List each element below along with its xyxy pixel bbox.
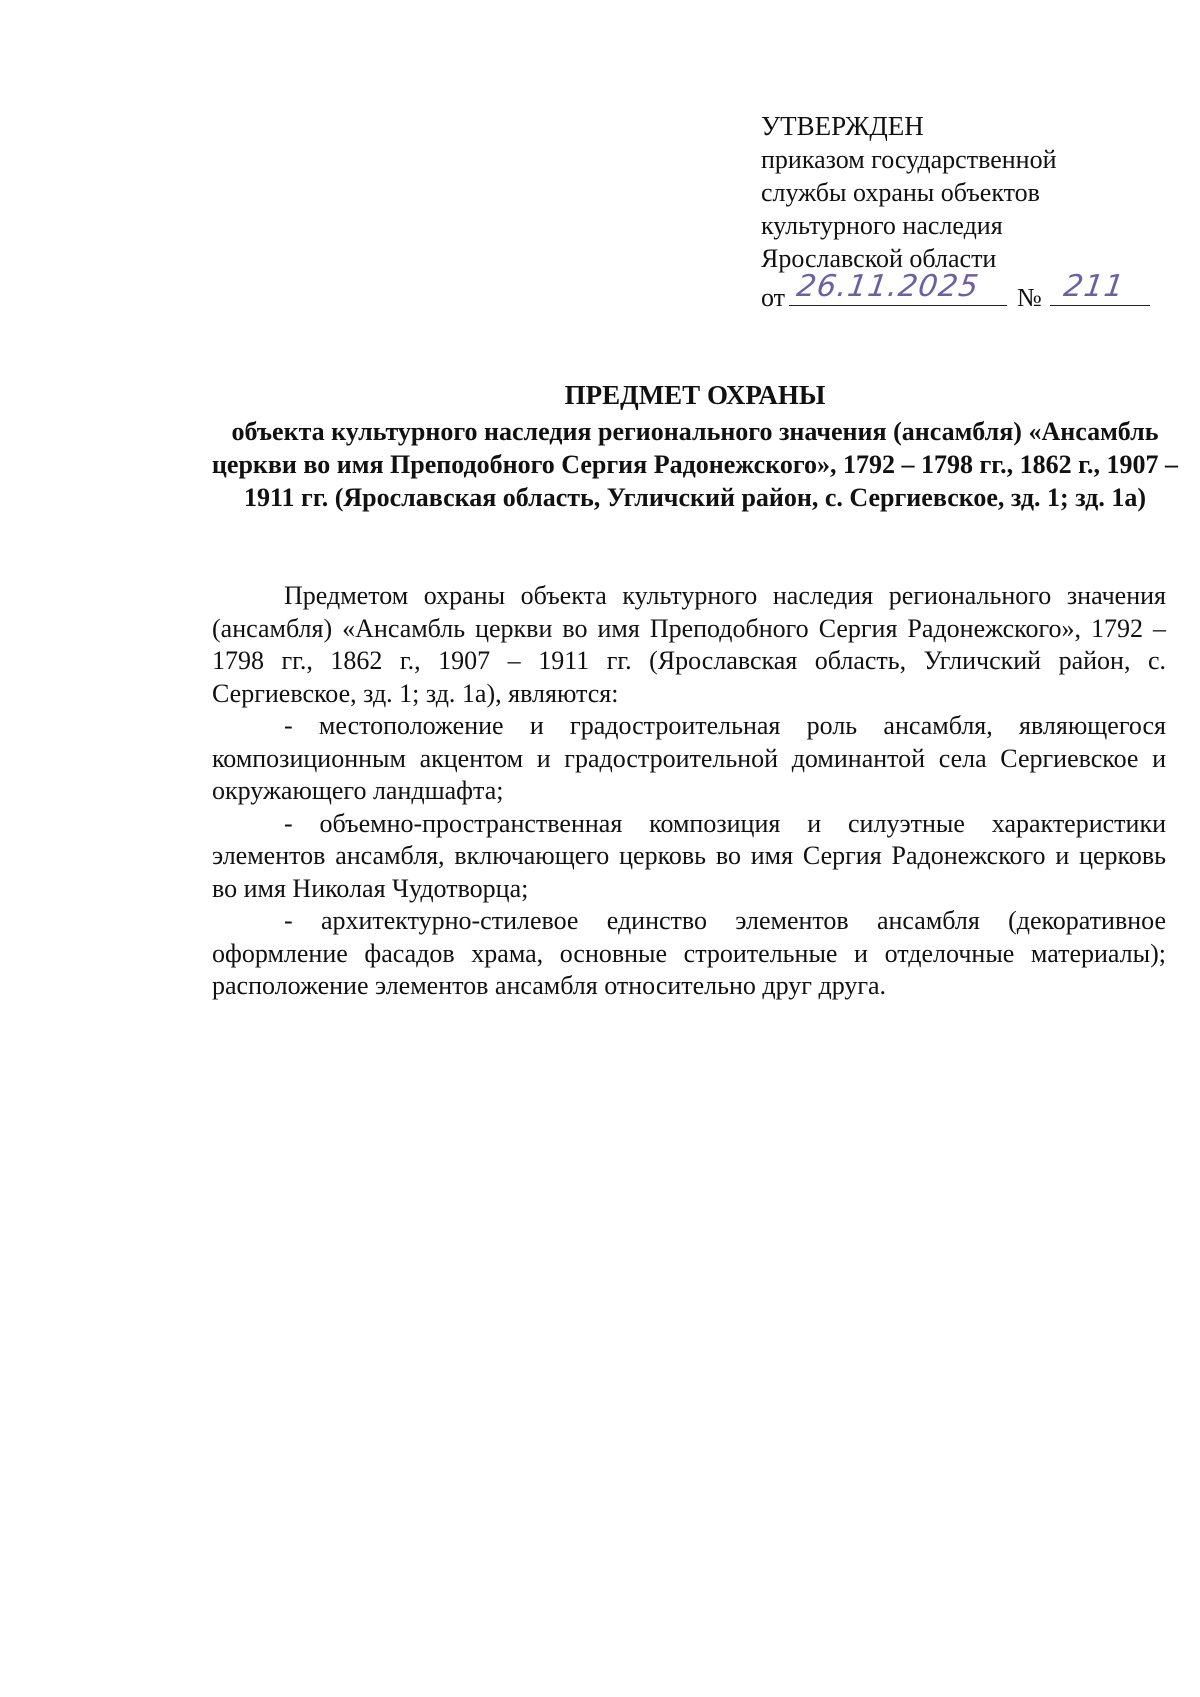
approved-heading: УТВЕРЖДЕН bbox=[761, 111, 924, 141]
handwritten-number: 211 bbox=[1061, 269, 1127, 304]
number-label: № bbox=[1017, 283, 1042, 312]
title-main: ПРЕДМЕТ ОХРАНЫ bbox=[564, 380, 826, 410]
approval-date-number-line bbox=[761, 269, 1150, 314]
body-item: - объемно-пространственная композиция и силуэтные характеристики элементов ансамбля, включающего церковь во имя Сергия Радонежского и церковь во имя Николая Чудотворца; bbox=[212, 808, 1166, 903]
document-body bbox=[212, 580, 1166, 1003]
approval-line-2: службы охраны объектов bbox=[761, 178, 1040, 207]
date-field bbox=[789, 269, 1007, 306]
handwritten-date: 26.11.2025 bbox=[794, 269, 982, 304]
from-label: от bbox=[761, 283, 786, 312]
document-title bbox=[200, 378, 1190, 514]
body-item: - архитектурно-стилевое единство элементов ансамбля (декоративное оформление фасадов храма, основные строительные и отделочные материалы); расположение элементов ансамбля относительно друг друга. bbox=[212, 906, 1166, 1000]
body-item: - местоположение и градостроительная роль ансамбля, являющегося композиционным акцентом и градостроительной доминантой села Сергиевское и окружающего ландшафта; bbox=[212, 711, 1166, 805]
title-subtitle: объекта культурного наследия регионального значения (ансамбля) «Ансамбль церкви во имя Преподобного Сергия Радонежского», 1792 – 1798 гг., 1862 г., 1907 – 1911 гг. (Ярославская область, Угличский район, с. Сергиевское, зд. 1; зд. 1а) bbox=[211, 417, 1179, 512]
body-intro: Предметом охраны объекта культурного наследия регионального значения (ансамбля) «Ансамбль церкви во имя Преподобного Сергия Радонежского», 1792 – 1798 гг., 1862 г., 1907 – 1911 гг. (Ярославская область, Угличский район, с. Сергиевское, зд. 1; зд. 1а), являются: bbox=[212, 581, 1166, 708]
number-field bbox=[1050, 269, 1150, 306]
approval-line-1: приказом государственной bbox=[761, 145, 1057, 174]
approval-line-3: культурного наследия bbox=[761, 211, 1003, 240]
approval-line-4: Ярославской области bbox=[761, 244, 997, 273]
approval-block bbox=[761, 110, 1150, 314]
